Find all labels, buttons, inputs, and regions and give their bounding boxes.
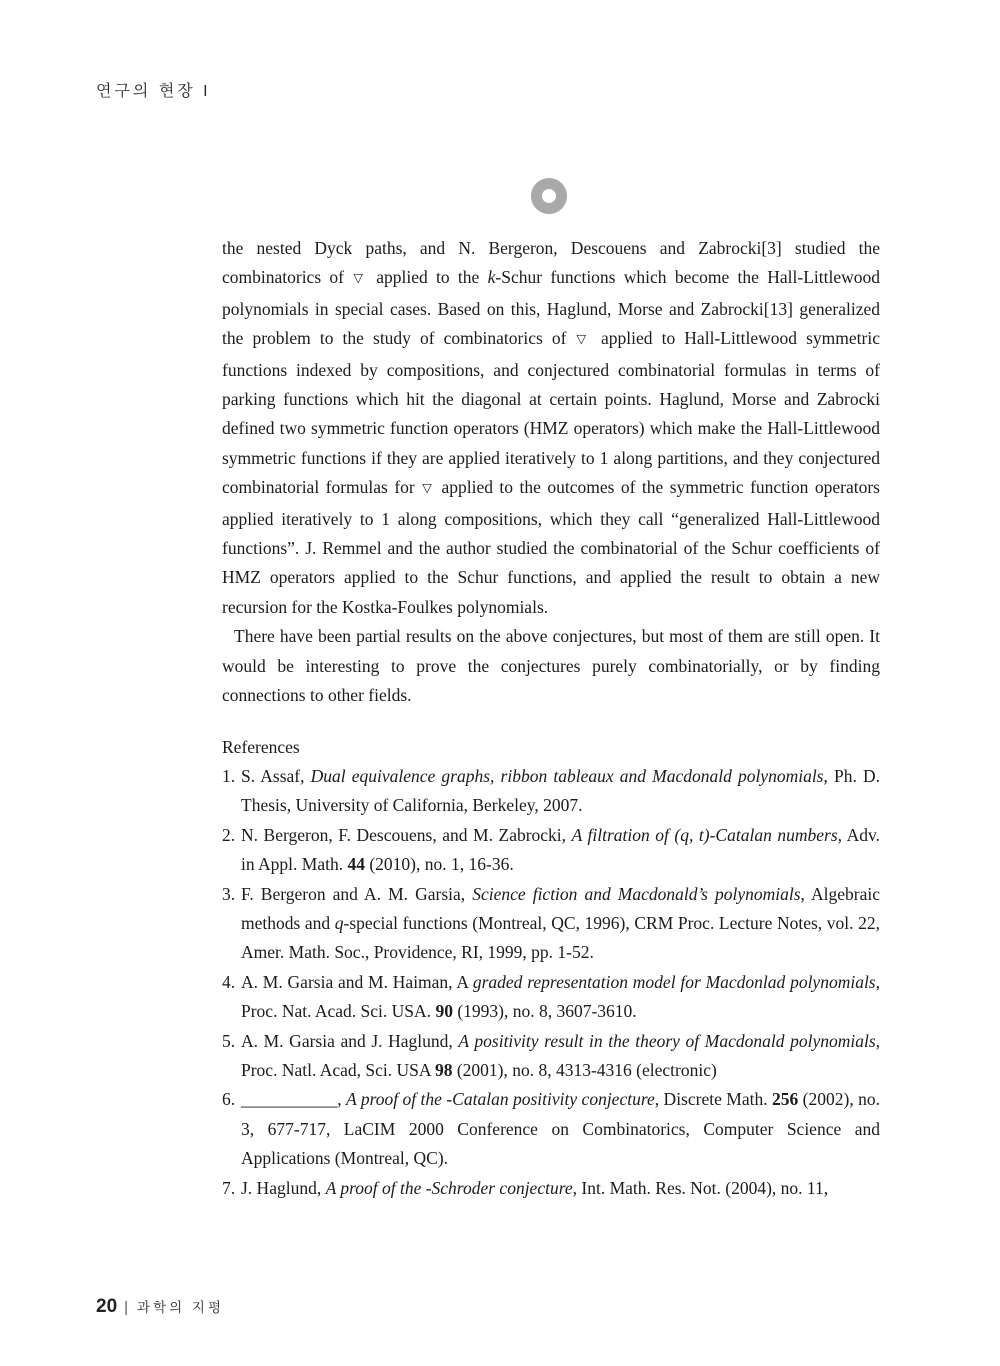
section-header: 연구의 현장 I — [96, 83, 211, 100]
reference-number: 5. — [222, 1030, 236, 1051]
paragraph-main: the nested Dyck paths, and N. Bergeron, Descouens and Zabrocki[3] studied the combinatorics of ▽ applied to the k-Schur functions which become the Hall-Littlewood polynomials in special cases. Based on this, Haglund, Morse and Zabrocki[13] generalized the problem to the study of combinatorics of ▽ applied to Hall-Littlewood symmetric functions indexed by compositions, and conjectured combinatorial formulas in terms of parking functions which hit the diagonal at certain points. Haglund, Morse and Zabrocki defined two symmetric function operators (HMZ operators) which make the Hall-Littlewood symmetric functions if they are applied iteratively to 1 along partitions, and they conjectured combinatorial formulas for ▽ applied to the outcomes of the symmetric function operators applied iteratively to 1 along compositions, which they call “generalized Hall-Littlewood functions”. J. Remmel and the author studied the combinatorial of the Schur coefficients of HMZ operators applied to the Schur functions, and applied the result to obtain a new recursion for the Kostka-Foulkes polynomials. — [222, 238, 880, 617]
reference-text: ___________, A proof of the -Catalan positivity conjecture, Discrete Math. 256 (2002), no. 3, 677-717, LaCIM 2000 Conference on Combinatorics, Computer Science and Applications (Montreal, QC). — [241, 1089, 881, 1169]
reference-number: 7. — [222, 1177, 236, 1198]
reference-text: A. M. Garsia and J. Haglund, A positivity result in the theory of Macdonald polynomials, Proc. Natl. Acad, Sci. USA 98 (2001), no. 8, 4313-4316 (electronic) — [241, 1030, 881, 1080]
reference-item-4 — [222, 968, 880, 1027]
reference-text: N. Bergeron, F. Descouens, and M. Zabrocki, A filtration of (q, t)-Catalan numbers, Adv. in Appl. Math. 44 (2010), no. 1, 16-36. — [241, 824, 880, 875]
reference-text: J. Haglund, A proof of the -Schroder conjecture, Int. Math. Res. Not. (2004), no. 11, — [241, 1177, 829, 1198]
page-number: 20 — [96, 1296, 118, 1317]
reference-item-3 — [222, 880, 880, 968]
page-footer — [96, 1296, 224, 1318]
journal-title: 과학의 지평 — [137, 1300, 225, 1315]
references-title: References — [222, 736, 300, 757]
reference-text: A. M. Garsia and M. Haiman, A graded representation model for Macdonlad polynomials, Proc. Nat. Acad. Sci. USA. 90 (1993), no. 8, 3607-3610. — [241, 971, 880, 1022]
reference-item-6 — [222, 1085, 880, 1173]
reference-number: 4. — [222, 971, 236, 992]
reference-text: F. Bergeron and A. M. Garsia, Science fiction and Macdonald’s polynomials, Algebraic methods and q-special functions (Montreal, QC, 1996), CRM Proc. Lecture Notes, vol. 22, Amer. Math. Soc., Providence, RI, 1999, pp. 1-52. — [241, 883, 880, 963]
reference-item-7 — [222, 1174, 880, 1203]
article-body — [222, 234, 880, 1203]
reference-number: 6. — [222, 1089, 236, 1110]
reference-item-1 — [222, 762, 880, 821]
footer-separator: | — [124, 1299, 129, 1316]
reference-item-5 — [222, 1027, 880, 1086]
reference-number: 2. — [222, 824, 236, 845]
reference-number: 3. — [222, 883, 236, 904]
reference-number: 1. — [222, 765, 236, 786]
references-list — [222, 762, 880, 1203]
ring-ornament-icon — [531, 178, 567, 214]
paragraph-conclusion: There have been partial results on the above conjectures, but most of them are still open. It would be interesting to prove the conjectures purely combinatorially, or by finding connections to other fields. — [222, 626, 880, 706]
reference-item-2 — [222, 821, 880, 880]
reference-text: S. Assaf, Dual equivalence graphs, ribbon tableaux and Macdonald polynomials, Ph. D. Thesis, University of California, Berkeley, 2007. — [241, 765, 880, 816]
